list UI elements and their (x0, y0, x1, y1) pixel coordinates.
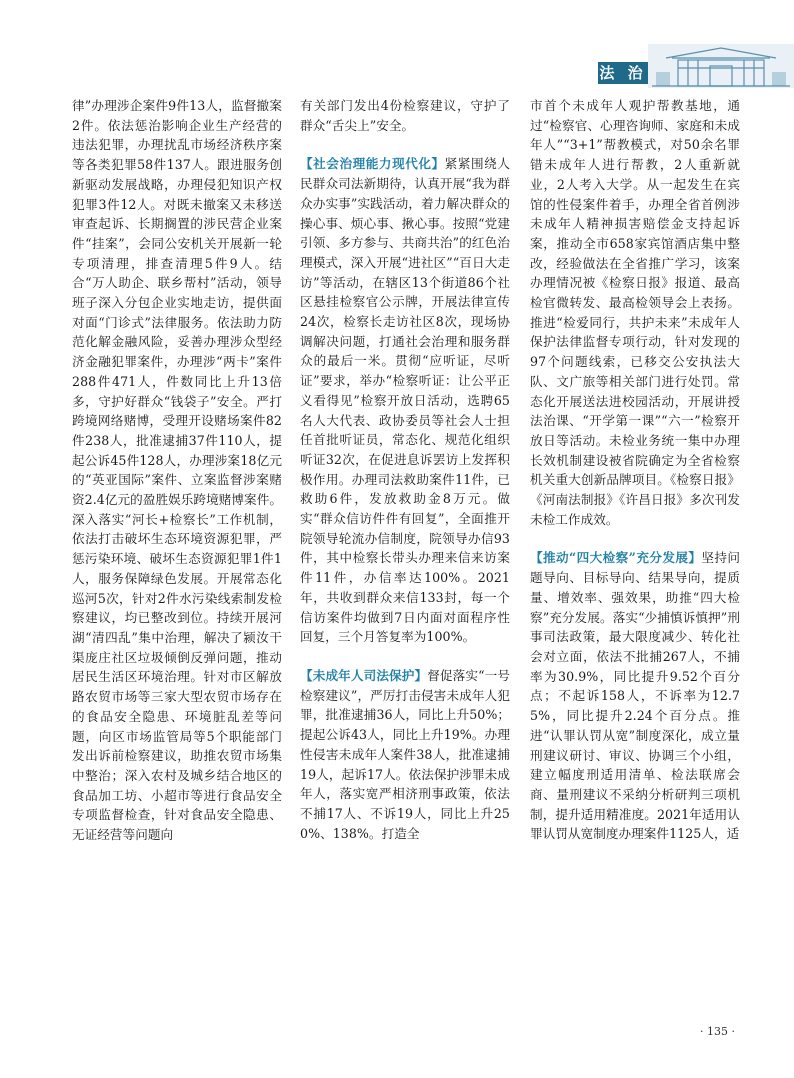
paragraph-text: 督促落实“一号检察建议”，严厉打击侵害未成年人犯罪，批准逮捕36人，同比上升50%；提起公诉43人，同比上升19%。办理性侵害未成年人案件38人，批准逮捕19人，起诉17人。依法保护涉罪未成年人，落实宽严相济刑事政策，依法不捕17人、不诉19人，同比上升250%、138%。打造全 (300, 667, 511, 841)
paragraph-text: 坚持问题导向、目标导向、结果导向，提质量、增效率、强效果，助推“四大检察”充分发展。落实“少捕慎诉慎押”刑事司法政策，最大限度减少、转化社会对立面，依法不批捕267人，不捕率为30.9%，同比提升9.52个百分点；不起诉158人，不诉率为12.75%，同比提升2.24个百分点。推进“认罪认罚从宽”制度深化，成立量刑建议研讨、审议、协调三个小组，建立幅度刑适用清单、检法联席会商、量刑建议不采纳分析研判三项机制，提升适用精准度。2021年适用认罪认罚从宽制度办理案件1125人，适 (530, 550, 740, 842)
section-heading: 【未成年人司法保护】 (300, 667, 428, 683)
section-heading: 【推动“四大检察”充分发展】 (530, 550, 702, 566)
courthouse-gate-icon (648, 44, 794, 88)
paragraph (300, 666, 510, 843)
text-column-2 (300, 96, 510, 843)
paragraph-text: 紧紧围绕人民群众司法新期待，认真开展“我为群众办实事”实践活动，着力解决群众的操心事、烦心事、揪心事。按照“党建引领、多方参与、共商共治”的红色治理模式，深入开展“进社区”“百日大走访”等活动，在辖区13个街道86个社区悬挂检察官公示牌，开展法律宣传24次，检察长走访社区8次，现场协调解决问题，打通社会治理和服务群众的最后一米。贯彻“应听证，尽听证”要求，举办“检察听证：让公平正义看得见”检察开放日活动，选聘65名人大代表、政协委员等社会人士担任首批听证员，常态化、规范化组织听证32次，在促进息诉罢访上发挥积极作用。办理司法救助案件11件，已救助6件，发放救助金8万元。做实“群众信访件件有回复”，全面推开院领导轮流办信制度，院领导办信93件，其中检察长带头办理来信来访案件11件，办信率达100%。2021年，共收到群众来信133封，每一个信访案件均做到7日内面对面程序性回复，三个月答复率为100%。 (300, 156, 510, 645)
text-column-1 (72, 96, 282, 845)
article-body (72, 96, 748, 996)
section-heading: 【社会治理能力现代化】 (300, 156, 445, 172)
paragraph (530, 96, 740, 529)
text-column-3 (530, 96, 740, 844)
paragraph (300, 154, 510, 647)
paragraph (530, 548, 740, 844)
paragraph-text: 市首个未成年人观护帮教基地，通过“检察官、心理咨询师、家庭和未成年人”“3+1”帮教模式，对50余名罪错未成年人进行帮教，2人重新就业，2人考入大学。从一起发生在宾馆的性侵案件着手，办理全省首例涉未成年人精神损害赔偿金支持起诉案，推动全市658家宾馆酒店集中整改，经验做法在全省推广学习，该案办理情况被《检察日报》报道、最高检官微转发、最高检领导会上表扬。推进“检爱同行，共护未来”未成年人保护法律监督专项行动，针对发现的97个问题线索，已移交公安执法大队、文广旅等相关部门进行处罚。常态化开展送法进校园活动，开展讲授法治课、“开学第一课”“六一”检察开放日等活动。未检业务统一集中办理长效机制建设被省院确定为全省检察机关重大创新品牌项目。《检察日报》《河南法制报》《许昌日报》多次刊发未检工作成效。 (530, 98, 740, 527)
paragraph-text: 有关部门发出4份检察建议，守护了群众“舌尖上”安全。 (300, 98, 510, 133)
paragraph-text: 律”办理涉企案件9件13人，监督撤案2件。依法惩治影响企业生产经营的违法犯罪，办理扰乱市场经济秩序案等各类犯罪58件137人。跟进服务创新驱动发展战略，办理侵犯知识产权犯罪3件12人。对既未撤案又未移送审查起诉、长期搁置的涉民营企业案件“挂案”，会同公安机关开展新一轮专项清理，排查清理5件9人。结合“万人助企、联乡帮村”活动，领导班子深入分包企业实地走访，提供面对面“门诊式”法律服务。依法助力防范化解金融风险，妥善办理涉众型经济金融犯罪案件，办理涉“两卡”案件288件471人，件数同比上升13倍多，守护好群众“钱袋子”安全。严打跨境网络赌博，受理开设赌场案件82件238人，批准逮捕37件110人，提起公诉45件128人，办理涉案18亿元的“英亚国际”案件、立案监督涉案赌资2.4亿元的盈胜娱乐跨境赌博案件。深入落实“河长+检察长”工作机制，依法打击破坏生态环境资源犯罪，严惩污染环境、破坏生态资源犯罪1件1人，服务保障绿色发展。开展常态化巡河5次，针对2件水污染线索制发检察建议，均已整改到位。持续开展河湖“清四乱”集中治理，解决了颍汝干渠庞庄社区垃圾倾倒反弹问题，推动居民生活区环境治理。针对市区解放路农贸市场等三家大型农贸市场存在的食品安全隐患、环境脏乱差等问题，向区市场监管局等5个职能部门发出诉前检察建议，助推农贸市场集中整治；深入农村及城乡结合地区的食品加工坊、小超市等进行食品安全专项监督检查，针对食品安全隐患、无证经营等问题向 (72, 98, 282, 843)
page-header (0, 0, 794, 92)
paragraph (72, 96, 282, 845)
page-number: · 135 · (700, 1025, 735, 1038)
paragraph (300, 96, 510, 135)
section-label: 法 治 (599, 64, 647, 82)
